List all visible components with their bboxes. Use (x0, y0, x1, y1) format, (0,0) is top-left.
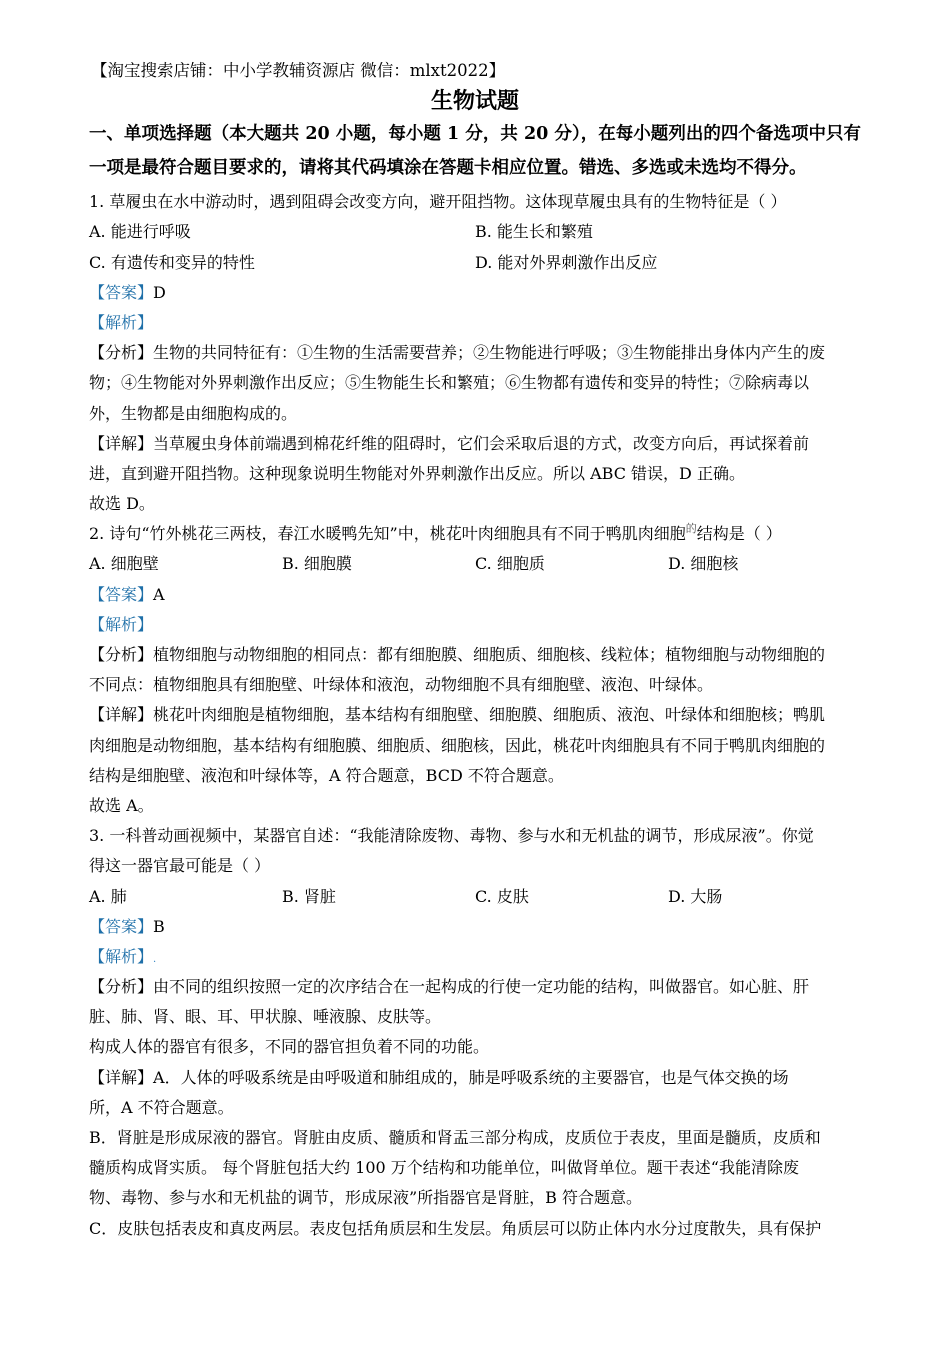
question-2-detail-line: 结构是细胞壁、液泡和叶绿体等，A 符合题意，BCD 不符合题意。 (89, 765, 564, 785)
option-a: A. 细胞壁 (89, 554, 159, 574)
question-3-stem: 得这一器官最可能是（ ） (89, 856, 271, 876)
option-b: B. 细胞膜 (282, 554, 352, 574)
question-3-fenxi-line: 脏、肺、肾、眼、耳、甲状腺、唾液腺、皮肤等。 (89, 1007, 442, 1027)
question-1-fenxi-line (89, 338, 861, 368)
detail-text: 当草履虫身体前端遇到棉花纤维的阻碍时，它们会采取后退的方式，改变方向后，再试探着前 (153, 433, 810, 453)
question-1-stem: 1. 草履虫在水中游动时，遇到阻碍会改变方向，避开阻挡物。这体现草履虫具有的生物特征是（ ） (89, 192, 787, 212)
question-3-answer (89, 912, 861, 942)
fenxi-text: 植物细胞与动物细胞的相同点：都有细胞膜、细胞质、细胞核、线粒体；植物细胞与动物细胞的 (153, 645, 826, 664)
question-3-detail-line: 髓质构成肾实质。 每个肾脏包括大约 100 万个结构和功能单位，叫做肾单位。题干表述“我能清除废 (89, 1158, 799, 1178)
option-c: C. 皮肤 (475, 886, 529, 906)
question-2-fenxi-line: 不同点：植物细胞具有细胞壁、叶绿体和液泡，动物细胞不具有细胞壁、液泡、叶绿体。 (89, 675, 714, 695)
fenxi-label: 【分析】 (89, 343, 154, 363)
document-page (89, 56, 861, 1244)
question-1-fenxi-line: 外，生物都是由细胞构成的。 (89, 403, 298, 423)
question-1-fenxi-line: 物；④生物能对外界刺激作出反应；⑤生物能生长和繁殖；⑥生物都有遗传和变异的特性；⑦除病毒以 (89, 373, 810, 393)
question-1-detail-line (89, 429, 861, 459)
fenxi-label: 【分析】 (89, 645, 154, 664)
detail-text: 桃花叶肉细胞是植物细胞，基本结构有细胞壁、细胞膜、细胞质、液泡、叶绿体和细胞核；鸭肌 (153, 705, 826, 725)
answer-label: 【答案】 (89, 584, 154, 604)
question-3-analysis-label (89, 942, 861, 972)
option-d: D. 大肠 (668, 886, 723, 906)
question-1-answer (89, 278, 861, 308)
analysis-label: 【解析】 (89, 312, 154, 332)
fenxi-label: 【分析】 (89, 977, 154, 997)
question-1-options-2 (89, 248, 861, 278)
fenxi-text: 由不同的组织按照一定的次序结合在一起构成的行使一定功能的结构，叫做器官。如心脏、肝 (153, 977, 810, 997)
question-1-options (89, 217, 861, 247)
question-1-detail-line: 进，直到避开阻挡物。这种现象说明生物能对外界刺激作出反应。所以 ABC 错误，D 正确。 (89, 463, 745, 483)
option-a: A. 肺 (89, 886, 127, 906)
question-2-fenxi-line (89, 640, 861, 670)
analysis-dot: . (153, 953, 157, 965)
page-title: 生物试题 (430, 88, 519, 115)
fenxi-text: 生物的共同特征有：①生物的生活需要营养；②生物能进行呼吸；③生物能排出身体内产生的废 (153, 343, 826, 363)
section-heading: 一、单项选择题（本大题共 20 小题，每小题 1 分，共 20 分），在每小题列出的四个备选项中只有一项是最符合题目要求的，请将其代码填涂在答题卡相应位置。错选、多选或未选均不得分。 (89, 124, 861, 178)
question-2-detail-line (89, 700, 861, 730)
option-c: C. 有遗传和变异的特性 (89, 252, 255, 272)
detail-text: A．人体的呼吸系统是由呼吸道和肺组成的，肺是呼吸系统的主要器官，也是气体交换的场 (153, 1067, 789, 1087)
stem-text-end: 结构是（ ） (696, 524, 782, 544)
question-3-fenxi-line (89, 972, 861, 1002)
question-3-stem: 3. 一科普动画视频中，某器官自述：“我能清除废物、毒物、参与水和无机盐的调节，形成尿液”。你觉 (89, 826, 814, 846)
analysis-label: 【解析】 (89, 946, 154, 966)
question-3-detail-line: 物、毒物、参与水和无机盐的调节，形成尿液”所指器官是肾脏，B 符合题意。 (89, 1188, 643, 1208)
answer-value: D (153, 282, 166, 302)
option-b: B. 肾脏 (282, 886, 336, 906)
option-b: B. 能生长和繁殖 (475, 222, 593, 242)
question-2-options (89, 549, 861, 579)
question-2-conclusion: 故选 A。 (89, 795, 154, 815)
answer-label: 【答案】 (89, 916, 154, 936)
option-a: A. 能进行呼吸 (89, 222, 191, 242)
option-d: D. 细胞核 (668, 554, 739, 574)
question-2-stem (89, 519, 861, 549)
question-2-answer (89, 580, 861, 610)
detail-label: 【详解】 (89, 705, 154, 725)
question-1-conclusion: 故选 D。 (89, 494, 155, 514)
question-3-detail-line (89, 1063, 861, 1093)
answer-value: A (153, 584, 165, 604)
question-2-analysis-label (89, 610, 861, 640)
question-3-options (89, 882, 861, 912)
question-3-fenxi-line: 构成人体的器官有很多，不同的器官担负着不同的功能。 (89, 1037, 490, 1057)
stem-superscript: 的 (685, 522, 697, 536)
stem-text: 2. 诗句“竹外桃花三两枝，春江水暖鸭先知”中，桃花叶肉细胞具有不同于鸭肌肉细胞 (89, 524, 686, 544)
option-d: D. 能对外界刺激作出反应 (475, 252, 658, 272)
question-3-detail-line: C．皮肤包括表皮和真皮两层。表皮包括角质层和生发层。角质层可以防止体内水分过度散失，具有保护 (89, 1218, 822, 1238)
question-3-detail-line: B．肾脏是形成尿液的器官。肾脏由皮质、髓质和肾盂三部分构成，皮质位于表皮，里面是髓质，皮质和 (89, 1128, 821, 1147)
option-c: C. 细胞质 (475, 554, 545, 574)
detail-label: 【详解】 (89, 1067, 154, 1087)
header-note: 【淘宝搜索店铺：中小学教辅资源店 微信：mlxt2022】 (91, 61, 506, 80)
analysis-label: 【解析】 (89, 614, 154, 634)
question-3-detail-line: 所，A 不符合题意。 (89, 1097, 234, 1117)
detail-label: 【详解】 (89, 433, 154, 453)
question-1-analysis-label (89, 308, 861, 338)
question-2-detail-line: 肉细胞是动物细胞，基本结构有细胞膜、细胞质、细胞核，因此，桃花叶肉细胞具有不同于鸭肌肉细胞的 (89, 735, 826, 755)
answer-label: 【答案】 (89, 282, 154, 302)
answer-value: B (153, 916, 165, 936)
